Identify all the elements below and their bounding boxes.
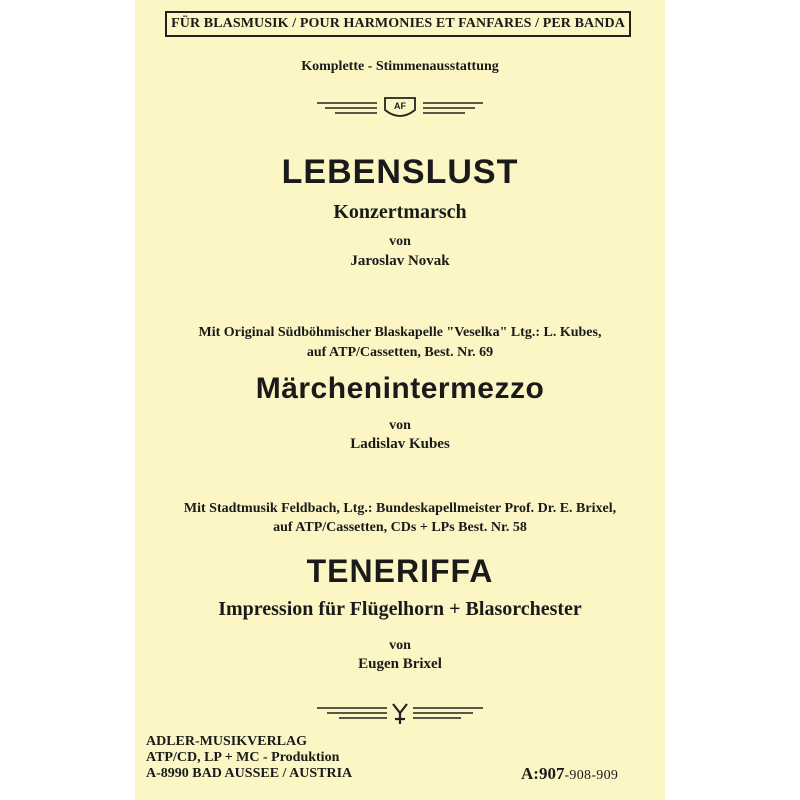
piece2-composer: Ladislav Kubes	[350, 436, 450, 452]
piece2-von: von	[389, 418, 411, 433]
edition-subtitle: Komplette - Stimmenausstattung	[301, 59, 499, 74]
header-banner: FÜR BLASMUSIK / POUR HARMONIES ET FANFARES / PER BANDA	[165, 11, 631, 37]
publisher-address: A-8990 BAD AUSSEE / AUSTRIA	[146, 766, 353, 781]
catalog-prefix: A:907	[521, 764, 565, 783]
piece2-credit-line1: Mit Original Südböhmischer Blaskapelle "Veselka" Ltg.: L. Kubes,	[198, 325, 602, 340]
piece3-von: von	[389, 638, 411, 653]
score-cover	[135, 0, 665, 800]
piece3-credit-line1: Mit Stadtmusik Feldbach, Ltg.: Bundeskapellmeister Prof. Dr. E. Brixel,	[183, 501, 617, 516]
logo-lettering: AF	[394, 101, 406, 111]
piece3-subtitle: Impression für Flügelhorn + Blasorchester	[218, 598, 582, 620]
publisher-logo-ornament	[315, 95, 485, 123]
publisher-production: ATP/CD, LP + MC - Produktion	[146, 750, 340, 765]
publisher-name: ADLER-MUSIKVERLAG	[146, 734, 308, 749]
catalog-number	[521, 764, 661, 784]
piece3-credit-line2: auf ATP/Cassetten, CDs + LPs Best. Nr. 58	[273, 520, 527, 535]
piece1-composer: Jaroslav Novak	[350, 253, 450, 269]
publisher-block	[146, 734, 446, 782]
piece3-composer: Eugen Brixel	[358, 656, 442, 672]
piece2-credit-line2: auf ATP/Cassetten, Best. Nr. 69	[306, 345, 494, 360]
catalog-rest: -908-909	[564, 768, 619, 783]
piece1-subtitle: Konzertmarsch	[333, 201, 467, 223]
piece1-von: von	[389, 234, 411, 249]
piece2-title: Märchenintermezzo	[255, 372, 545, 405]
bottom-ornament	[315, 701, 485, 727]
piece3-title: TENERIFFA	[306, 553, 494, 589]
piece1-title: LEBENSLUST	[281, 153, 519, 191]
